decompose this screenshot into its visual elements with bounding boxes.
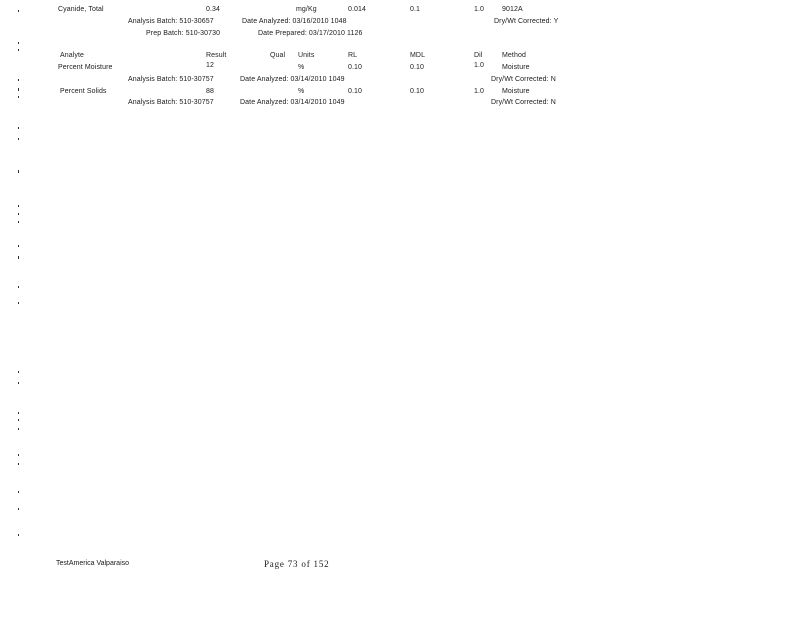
result-cyanide: 0.34 [206, 6, 221, 13]
header-mdl: MDL [410, 52, 426, 59]
date-prepared-cyanide: Date Prepared: 03/17/2010 1126 [258, 30, 363, 37]
prep-batch-cyanide: Prep Batch: 510-30730 [146, 30, 221, 37]
dry-wet-corrected-percent-solids: Dry/Wt Corrected: N [491, 99, 556, 106]
page-number: Page 73 of 152 [264, 559, 330, 569]
result-percent-solids: 88 [206, 88, 214, 95]
date-analyzed-percent-moisture: Date Analyzed: 03/14/2010 1049 [240, 76, 345, 83]
rl-cyanide: 0.1 [410, 6, 421, 13]
result-percent-moisture: 12 [206, 62, 214, 69]
analyte-cyanide: Cyanide, Total [58, 6, 104, 13]
mdl-cyanide: 0.014 [348, 6, 367, 13]
analyte-percent-solids: Percent Solids [60, 88, 107, 95]
footer-lab-name: TestAmerica Valparaiso [56, 560, 130, 567]
mdl-percent-moisture: 0.10 [410, 64, 425, 71]
date-analyzed-percent-solids: Date Analyzed: 03/14/2010 1049 [240, 99, 345, 106]
rl-percent-solids: 0.10 [348, 88, 363, 95]
header-qual: Qual [270, 52, 286, 59]
analyte-percent-moisture: Percent Moisture [58, 64, 113, 71]
dil-cyanide: 1.0 [474, 6, 485, 13]
units-percent-solids: % [298, 88, 305, 95]
rl-percent-moisture: 0.10 [348, 64, 363, 71]
analysis-batch-percent-moisture: Analysis Batch: 510-30757 [128, 76, 214, 83]
analysis-batch-cyanide: Analysis Batch: 510-30657 [128, 18, 214, 25]
units-percent-moisture: % [298, 64, 305, 71]
dil-percent-solids: 1.0 [474, 88, 485, 95]
mdl-percent-solids: 0.10 [410, 88, 425, 95]
header-result: Result [206, 52, 227, 59]
header-method: Method [502, 52, 526, 59]
analysis-batch-percent-solids: Analysis Batch: 510-30757 [128, 99, 214, 106]
header-analyte: Analyte [60, 52, 85, 59]
header-rl: RL [348, 52, 358, 59]
header-units: Units [298, 52, 315, 59]
header-dil: Dil [474, 52, 483, 59]
method-percent-moisture: Moisture [502, 64, 530, 71]
date-analyzed-cyanide: Date Analyzed: 03/16/2010 1048 [242, 18, 347, 25]
method-cyanide: 9012A [502, 6, 523, 13]
method-percent-solids: Moisture [502, 88, 530, 95]
dil-percent-moisture: 1.0 [474, 62, 485, 69]
dry-wet-corrected-cyanide: Dry/Wt Corrected: Y [494, 18, 559, 25]
dry-wet-corrected-percent-moisture: Dry/Wt Corrected: N [491, 76, 556, 83]
units-cyanide: mg/Kg [296, 6, 317, 13]
